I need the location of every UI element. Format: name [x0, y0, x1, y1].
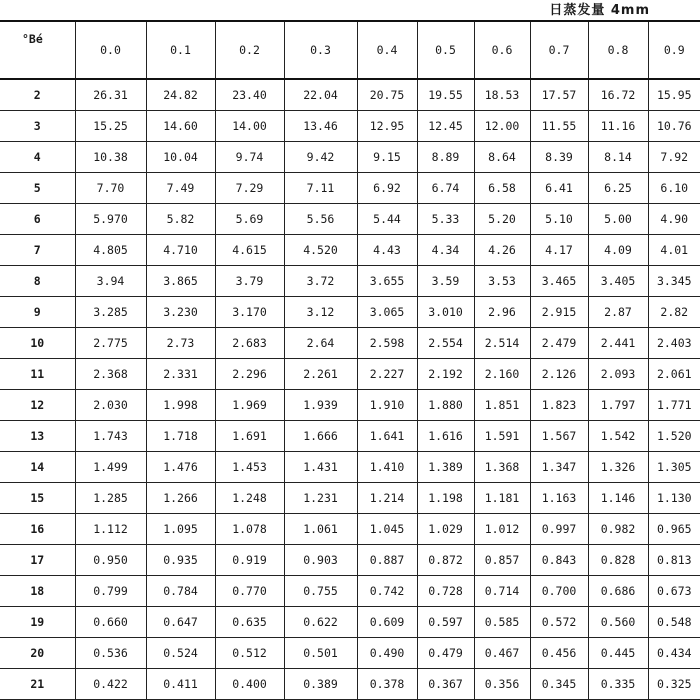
value-cell: 13.46	[284, 111, 357, 142]
value-cell: 2.514	[474, 328, 530, 359]
value-cell: 1.520	[648, 421, 700, 452]
be-value-cell: 18	[0, 576, 75, 607]
value-cell: 0.828	[588, 545, 648, 576]
value-cell: 1.939	[284, 390, 357, 421]
value-cell: 9.42	[284, 142, 357, 173]
value-cell: 1.476	[146, 452, 215, 483]
table-row	[0, 204, 700, 235]
table-row	[0, 359, 700, 390]
value-cell: 2.82	[648, 297, 700, 328]
value-cell: 3.59	[417, 266, 474, 297]
value-cell: 0.422	[75, 669, 146, 700]
be-value-cell: 2	[0, 79, 75, 111]
be-value-cell: 4	[0, 142, 75, 173]
be-value-cell: 3	[0, 111, 75, 142]
value-cell: 5.20	[474, 204, 530, 235]
value-cell: 2.775	[75, 328, 146, 359]
value-cell: 0.467	[474, 638, 530, 669]
value-cell: 2.192	[417, 359, 474, 390]
value-cell: 7.70	[75, 173, 146, 204]
value-cell: 0.335	[588, 669, 648, 700]
value-cell: 0.456	[530, 638, 588, 669]
table-row	[0, 390, 700, 421]
value-cell: 0.965	[648, 514, 700, 545]
value-cell: 2.403	[648, 328, 700, 359]
value-cell: 2.64	[284, 328, 357, 359]
be-value-cell: 9	[0, 297, 75, 328]
column-header: 0.7	[530, 21, 588, 79]
value-cell: 3.010	[417, 297, 474, 328]
table-row	[0, 142, 700, 173]
value-cell: 1.591	[474, 421, 530, 452]
table-row	[0, 638, 700, 669]
value-cell: 10.38	[75, 142, 146, 173]
value-cell: 2.160	[474, 359, 530, 390]
value-cell: 4.34	[417, 235, 474, 266]
value-cell: 0.982	[588, 514, 648, 545]
value-cell: 15.95	[648, 79, 700, 111]
column-header: 0.9	[648, 21, 700, 79]
value-cell: 3.170	[215, 297, 284, 328]
value-cell: 16.72	[588, 79, 648, 111]
table-row	[0, 297, 700, 328]
value-cell: 0.635	[215, 607, 284, 638]
value-cell: 2.73	[146, 328, 215, 359]
be-value-cell: 17	[0, 545, 75, 576]
value-cell: 3.72	[284, 266, 357, 297]
value-cell: 4.90	[648, 204, 700, 235]
value-cell: 26.31	[75, 79, 146, 111]
column-header: 0.6	[474, 21, 530, 79]
be-value-cell: 8	[0, 266, 75, 297]
value-cell: 4.01	[648, 235, 700, 266]
value-cell: 11.55	[530, 111, 588, 142]
value-cell: 1.998	[146, 390, 215, 421]
value-cell: 0.997	[530, 514, 588, 545]
value-cell: 0.560	[588, 607, 648, 638]
value-cell: 2.227	[357, 359, 417, 390]
be-value-cell: 15	[0, 483, 75, 514]
value-cell: 1.266	[146, 483, 215, 514]
value-cell: 0.524	[146, 638, 215, 669]
table-row	[0, 576, 700, 607]
value-cell: 0.813	[648, 545, 700, 576]
value-cell: 0.622	[284, 607, 357, 638]
table-row	[0, 421, 700, 452]
value-cell: 0.597	[417, 607, 474, 638]
value-cell: 1.641	[357, 421, 417, 452]
value-cell: 1.718	[146, 421, 215, 452]
value-cell: 0.872	[417, 545, 474, 576]
value-cell: 0.325	[648, 669, 700, 700]
value-cell: 0.367	[417, 669, 474, 700]
value-cell: 1.771	[648, 390, 700, 421]
value-cell: 9.74	[215, 142, 284, 173]
value-cell: 4.710	[146, 235, 215, 266]
value-cell: 0.700	[530, 576, 588, 607]
value-cell: 1.181	[474, 483, 530, 514]
value-cell: 1.146	[588, 483, 648, 514]
value-cell: 5.33	[417, 204, 474, 235]
value-cell: 23.40	[215, 79, 284, 111]
value-cell: 0.572	[530, 607, 588, 638]
value-cell: 10.04	[146, 142, 215, 173]
evaporation-table	[0, 20, 700, 700]
value-cell: 3.79	[215, 266, 284, 297]
value-cell: 8.64	[474, 142, 530, 173]
value-cell: 0.389	[284, 669, 357, 700]
column-header: 0.5	[417, 21, 474, 79]
value-cell: 9.15	[357, 142, 417, 173]
value-cell: 3.230	[146, 297, 215, 328]
value-cell: 7.11	[284, 173, 357, 204]
value-cell: 2.061	[648, 359, 700, 390]
value-cell: 0.843	[530, 545, 588, 576]
value-cell: 1.389	[417, 452, 474, 483]
value-cell: 12.95	[357, 111, 417, 142]
value-cell: 0.490	[357, 638, 417, 669]
value-cell: 3.065	[357, 297, 417, 328]
be-value-cell: 14	[0, 452, 75, 483]
value-cell: 0.660	[75, 607, 146, 638]
value-cell: 2.683	[215, 328, 284, 359]
value-cell: 22.04	[284, 79, 357, 111]
table-row	[0, 669, 700, 700]
value-cell: 24.82	[146, 79, 215, 111]
value-cell: 2.87	[588, 297, 648, 328]
be-value-cell: 7	[0, 235, 75, 266]
value-cell: 5.44	[357, 204, 417, 235]
value-cell: 0.411	[146, 669, 215, 700]
value-cell: 6.10	[648, 173, 700, 204]
value-cell: 4.805	[75, 235, 146, 266]
value-cell: 1.797	[588, 390, 648, 421]
value-cell: 0.585	[474, 607, 530, 638]
value-cell: 1.453	[215, 452, 284, 483]
value-cell: 0.445	[588, 638, 648, 669]
value-cell: 1.368	[474, 452, 530, 483]
value-cell: 0.501	[284, 638, 357, 669]
value-cell: 0.857	[474, 545, 530, 576]
column-header: 0.1	[146, 21, 215, 79]
value-cell: 5.00	[588, 204, 648, 235]
be-value-cell: 12	[0, 390, 75, 421]
value-cell: 14.00	[215, 111, 284, 142]
value-cell: 0.356	[474, 669, 530, 700]
value-cell: 0.887	[357, 545, 417, 576]
value-cell: 1.078	[215, 514, 284, 545]
value-cell: 3.405	[588, 266, 648, 297]
value-cell: 1.567	[530, 421, 588, 452]
value-cell: 5.56	[284, 204, 357, 235]
value-cell: 1.410	[357, 452, 417, 483]
table-body	[0, 79, 700, 700]
value-cell: 1.347	[530, 452, 588, 483]
corner-header: °Bé	[0, 21, 75, 79]
be-value-cell: 20	[0, 638, 75, 669]
table-row	[0, 173, 700, 204]
value-cell: 0.903	[284, 545, 357, 576]
header-row	[0, 21, 700, 79]
value-cell: 0.345	[530, 669, 588, 700]
value-cell: 1.851	[474, 390, 530, 421]
value-cell: 0.479	[417, 638, 474, 669]
column-header: 0.3	[284, 21, 357, 79]
value-cell: 0.770	[215, 576, 284, 607]
value-cell: 0.548	[648, 607, 700, 638]
value-cell: 1.163	[530, 483, 588, 514]
value-cell: 5.10	[530, 204, 588, 235]
value-cell: 1.542	[588, 421, 648, 452]
value-cell: 1.666	[284, 421, 357, 452]
be-value-cell: 11	[0, 359, 75, 390]
table-row	[0, 514, 700, 545]
table-row	[0, 79, 700, 111]
value-cell: 1.431	[284, 452, 357, 483]
value-cell: 3.12	[284, 297, 357, 328]
table-row	[0, 545, 700, 576]
table-row	[0, 328, 700, 359]
column-header: 0.0	[75, 21, 146, 79]
be-value-cell: 5	[0, 173, 75, 204]
value-cell: 19.55	[417, 79, 474, 111]
column-header: 0.4	[357, 21, 417, 79]
value-cell: 7.92	[648, 142, 700, 173]
value-cell: 1.910	[357, 390, 417, 421]
value-cell: 17.57	[530, 79, 588, 111]
value-cell: 4.09	[588, 235, 648, 266]
value-cell: 1.248	[215, 483, 284, 514]
value-cell: 3.655	[357, 266, 417, 297]
value-cell: 6.41	[530, 173, 588, 204]
table-row	[0, 483, 700, 514]
value-cell: 14.60	[146, 111, 215, 142]
value-cell: 0.536	[75, 638, 146, 669]
value-cell: 1.326	[588, 452, 648, 483]
value-cell: 0.400	[215, 669, 284, 700]
table-row	[0, 235, 700, 266]
value-cell: 0.434	[648, 638, 700, 669]
be-value-cell: 19	[0, 607, 75, 638]
value-cell: 11.16	[588, 111, 648, 142]
value-cell: 15.25	[75, 111, 146, 142]
value-cell: 0.378	[357, 669, 417, 700]
value-cell: 0.512	[215, 638, 284, 669]
value-cell: 3.465	[530, 266, 588, 297]
value-cell: 0.755	[284, 576, 357, 607]
value-cell: 5.970	[75, 204, 146, 235]
table-caption: 日蒸发量 4mm	[549, 3, 650, 18]
value-cell: 0.742	[357, 576, 417, 607]
value-cell: 0.950	[75, 545, 146, 576]
value-cell: 0.609	[357, 607, 417, 638]
table-row	[0, 111, 700, 142]
value-cell: 8.89	[417, 142, 474, 173]
value-cell: 1.095	[146, 514, 215, 545]
value-cell: 8.39	[530, 142, 588, 173]
value-cell: 1.130	[648, 483, 700, 514]
value-cell: 0.673	[648, 576, 700, 607]
value-cell: 0.935	[146, 545, 215, 576]
be-value-cell: 21	[0, 669, 75, 700]
value-cell: 5.69	[215, 204, 284, 235]
value-cell: 3.345	[648, 266, 700, 297]
value-cell: 18.53	[474, 79, 530, 111]
column-header: 0.8	[588, 21, 648, 79]
value-cell: 1.285	[75, 483, 146, 514]
value-cell: 7.29	[215, 173, 284, 204]
value-cell: 2.554	[417, 328, 474, 359]
value-cell: 1.061	[284, 514, 357, 545]
value-cell: 1.198	[417, 483, 474, 514]
value-cell: 0.728	[417, 576, 474, 607]
value-cell: 2.441	[588, 328, 648, 359]
value-cell: 4.615	[215, 235, 284, 266]
value-cell: 8.14	[588, 142, 648, 173]
be-value-cell: 16	[0, 514, 75, 545]
value-cell: 5.82	[146, 204, 215, 235]
be-value-cell: 6	[0, 204, 75, 235]
value-cell: 20.75	[357, 79, 417, 111]
value-cell: 4.17	[530, 235, 588, 266]
value-cell: 1.691	[215, 421, 284, 452]
be-value-cell: 13	[0, 421, 75, 452]
column-header: 0.2	[215, 21, 284, 79]
value-cell: 1.012	[474, 514, 530, 545]
value-cell: 2.030	[75, 390, 146, 421]
value-cell: 1.969	[215, 390, 284, 421]
value-cell: 10.76	[648, 111, 700, 142]
table-row	[0, 607, 700, 638]
value-cell: 2.479	[530, 328, 588, 359]
value-cell: 4.26	[474, 235, 530, 266]
value-cell: 7.49	[146, 173, 215, 204]
be-value-cell: 10	[0, 328, 75, 359]
value-cell: 1.214	[357, 483, 417, 514]
value-cell: 6.92	[357, 173, 417, 204]
value-cell: 1.823	[530, 390, 588, 421]
value-cell: 4.43	[357, 235, 417, 266]
value-cell: 2.093	[588, 359, 648, 390]
value-cell: 3.285	[75, 297, 146, 328]
value-cell: 0.647	[146, 607, 215, 638]
value-cell: 3.53	[474, 266, 530, 297]
value-cell: 0.799	[75, 576, 146, 607]
value-cell: 1.880	[417, 390, 474, 421]
value-cell: 2.261	[284, 359, 357, 390]
value-cell: 1.231	[284, 483, 357, 514]
value-cell: 6.74	[417, 173, 474, 204]
value-cell: 2.598	[357, 328, 417, 359]
value-cell: 0.784	[146, 576, 215, 607]
value-cell: 1.616	[417, 421, 474, 452]
value-cell: 2.126	[530, 359, 588, 390]
value-cell: 2.96	[474, 297, 530, 328]
value-cell: 1.112	[75, 514, 146, 545]
value-cell: 1.743	[75, 421, 146, 452]
value-cell: 1.045	[357, 514, 417, 545]
table-row	[0, 452, 700, 483]
value-cell: 12.45	[417, 111, 474, 142]
value-cell: 2.296	[215, 359, 284, 390]
value-cell: 12.00	[474, 111, 530, 142]
value-cell: 2.331	[146, 359, 215, 390]
value-cell: 2.368	[75, 359, 146, 390]
value-cell: 6.25	[588, 173, 648, 204]
value-cell: 1.029	[417, 514, 474, 545]
value-cell: 1.305	[648, 452, 700, 483]
table-row	[0, 266, 700, 297]
value-cell: 0.919	[215, 545, 284, 576]
value-cell: 2.915	[530, 297, 588, 328]
value-cell: 0.686	[588, 576, 648, 607]
value-cell: 1.499	[75, 452, 146, 483]
value-cell: 0.714	[474, 576, 530, 607]
value-cell: 6.58	[474, 173, 530, 204]
value-cell: 3.94	[75, 266, 146, 297]
value-cell: 4.520	[284, 235, 357, 266]
value-cell: 3.865	[146, 266, 215, 297]
